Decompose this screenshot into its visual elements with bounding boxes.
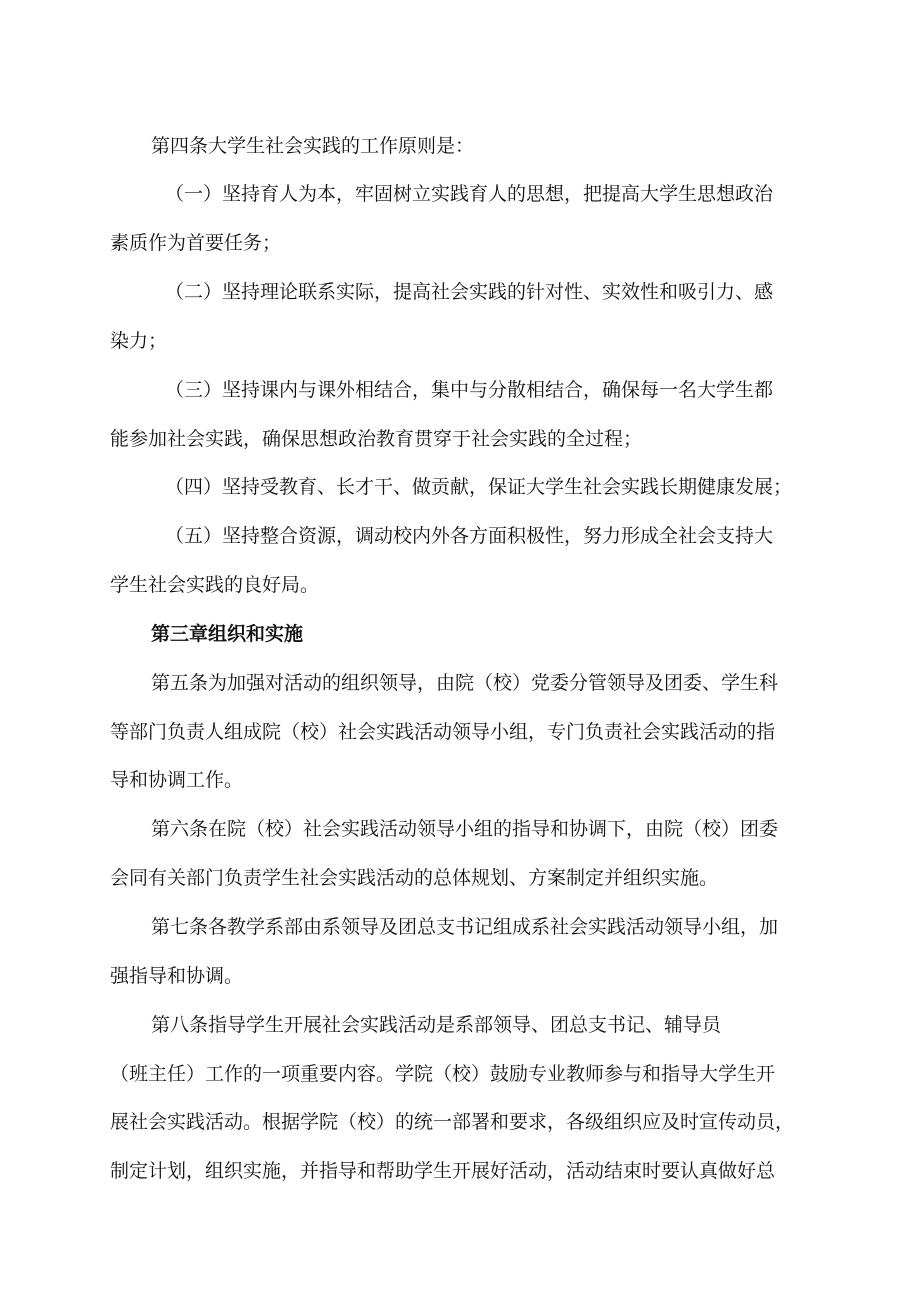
article-8-line-1: 第八条指导学生开展社会实践活动是系部领导、团总支书记、辅导员 bbox=[151, 1014, 722, 1036]
article-4-heading: 第四条大学生社会实践的工作原则是： bbox=[151, 135, 475, 157]
principle-5-line-1: （五）坚持整合资源，调动校内外各方面积极性，努力形成全社会支持大 bbox=[165, 525, 774, 547]
article-5-line-2: 等部门负责人组成院（校）社会实践活动领导小组，专门负责社会实践活动的指 bbox=[110, 721, 776, 743]
article-7-line-2: 强指导和协调。 bbox=[110, 965, 244, 987]
principle-4-line-1: （四）坚持受教育、长才干、做贡献，保证大学生社会实践长期健康发展； bbox=[165, 476, 793, 498]
principle-1-line-1: （一）坚持育人为本，牢固树立实践育人的思想，把提高大学生思想政治 bbox=[165, 183, 774, 205]
principle-5-line-2: 学生社会实践的良好局。 bbox=[110, 574, 320, 596]
chapter-3-heading: 第三章组织和实施 bbox=[151, 623, 304, 645]
article-5-line-1: 第五条为加强对活动的组织领导，由院（校）党委分管领导及团委、学生科 bbox=[151, 672, 779, 694]
article-6-line-2: 会同有关部门负责学生社会实践活动的总体规划、方案制定并组织实施。 bbox=[110, 867, 719, 889]
article-6-line-1: 第六条在院（校）社会实践活动领导小组的指导和协调下，由院（校）团委 bbox=[151, 818, 779, 840]
principle-3-line-1: （三）坚持课内与课外相结合，集中与分散相结合，确保每一名大学生都 bbox=[165, 379, 774, 401]
principle-2-line-2: 染力； bbox=[110, 330, 168, 352]
article-8-line-4: 制定计划，组织实施，并指导和帮助学生开展好活动，活动结束时要认真做好总 bbox=[110, 1160, 776, 1182]
article-8-line-3: 展社会实践活动。根据学院（校）的统一部署和要求，各级组织应及时宣传动员， bbox=[110, 1111, 795, 1133]
principle-3-line-2: 能参加社会实践，确保思想政治教育贯穿于社会实践的全过程； bbox=[110, 428, 643, 450]
article-5-line-3: 导和协调工作。 bbox=[110, 769, 244, 791]
article-8-line-2: （班主任）工作的一项重要内容。学院（校）鼓励专业教师参与和指导大学生开 bbox=[110, 1063, 776, 1085]
principle-1-line-2: 素质作为首要任务； bbox=[110, 232, 282, 254]
principle-2-line-1: （二）坚持理论联系实际，提高社会实践的针对性、实效性和吸引力、感 bbox=[165, 281, 774, 303]
article-7-line-1: 第七条各教学系部由系领导及团总支书记组成系社会实践活动领导小组，加 bbox=[151, 916, 779, 938]
